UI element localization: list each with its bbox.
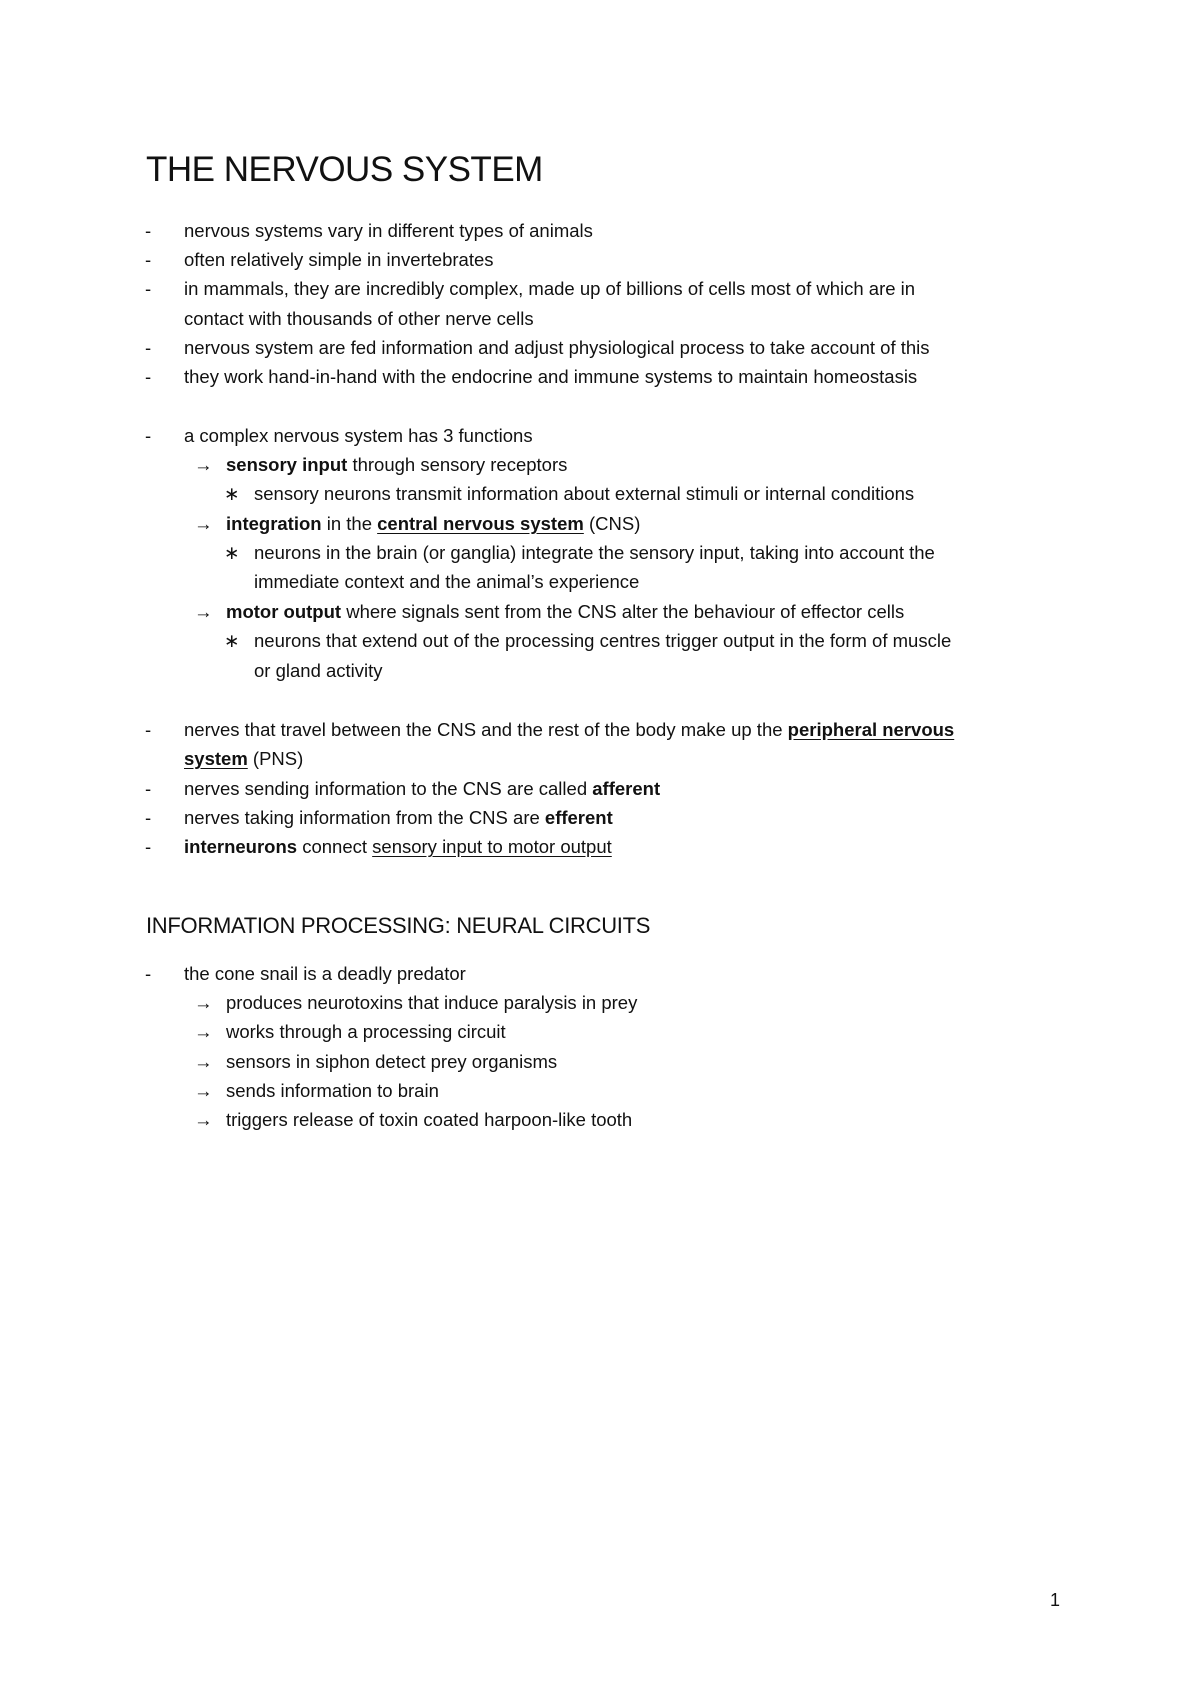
detail-item: ∗ neurons that extend out of the processing centres trigger output in the form of muscle	[254, 626, 951, 655]
sub-list-item: → motor output where signals sent from the CNS alter the behaviour of effector cells	[226, 597, 904, 626]
dash-bullet: -	[145, 836, 152, 857]
arrow-bullet: →	[194, 1080, 213, 1101]
page-title: THE NERVOUS SYSTEM	[146, 150, 543, 189]
star-bullet: ∗	[224, 542, 240, 563]
star-bullet: ∗	[224, 630, 240, 651]
arrow-bullet: →	[194, 1021, 213, 1042]
list-item: - nervous systems vary in different types of animals	[184, 216, 593, 245]
sub-list-item: → sends information to brain	[226, 1076, 439, 1105]
list-item: - often relatively simple in invertebrates	[184, 245, 494, 274]
list-item: - nerves taking information from the CNS are efferent	[184, 803, 613, 832]
term: sensory input	[226, 454, 348, 475]
list-item-continuation: contact with thousands of other nerve cells	[184, 308, 534, 329]
dash-bullet: -	[145, 278, 152, 299]
sub-list-item: → integration in the central nervous system (CNS)	[226, 509, 640, 538]
arrow-bullet: →	[194, 992, 213, 1013]
list-item: - nervous system are fed information and adjust physiological process to take account of this	[184, 333, 930, 362]
star-bullet: ∗	[224, 483, 240, 504]
arrow-bullet: →	[194, 601, 213, 622]
dash-bullet: -	[145, 220, 152, 241]
dash-bullet: -	[145, 963, 152, 984]
dash-bullet: -	[145, 778, 152, 799]
term: motor output	[226, 601, 342, 622]
detail-item: ∗ neurons in the brain (or ganglia) integrate the sensory input, taking into account the	[254, 538, 935, 567]
list-item: - nerves sending information to the CNS are called afferent	[184, 774, 660, 803]
dash-bullet: -	[145, 807, 152, 828]
arrow-bullet: →	[194, 513, 213, 534]
list-item: - interneurons connect sensory input to motor output	[184, 832, 612, 861]
arrow-bullet: →	[194, 454, 213, 475]
term: efferent	[544, 807, 613, 828]
sub-list-item: → works through a processing circuit	[226, 1017, 506, 1046]
list-item: - the cone snail is a deadly predator	[184, 959, 466, 988]
sub-list-item: → sensory input through sensory receptors	[226, 450, 567, 479]
term: integration	[226, 513, 322, 534]
sub-list-item: → triggers release of toxin coated harpoon-like tooth	[226, 1105, 632, 1134]
list-item: - a complex nervous system has 3 functions	[184, 421, 533, 450]
list-item: - nerves that travel between the CNS and the rest of the body make up the peripheral nervous	[184, 715, 954, 744]
term: afferent	[592, 778, 661, 799]
sub-list-item: → produces neurotoxins that induce paralysis in prey	[226, 988, 637, 1017]
section-heading: INFORMATION PROCESSING: NEURAL CIRCUITS	[146, 913, 651, 938]
term: interneurons	[184, 836, 298, 857]
list-item: - in mammals, they are incredibly complex, made up of billions of cells most of which are in	[184, 274, 915, 303]
arrow-bullet: →	[194, 1109, 213, 1130]
dash-bullet: -	[145, 249, 152, 270]
dash-bullet: -	[145, 719, 152, 740]
key-term: system	[184, 748, 248, 769]
list-item: - they work hand-in-hand with the endocrine and immune systems to maintain homeostasis	[184, 362, 917, 391]
detail-item: ∗ sensory neurons transmit information about external stimuli or internal conditions	[254, 479, 914, 508]
detail-continuation: or gland activity	[254, 660, 383, 681]
dash-bullet: -	[145, 337, 152, 358]
dash-bullet: -	[145, 366, 152, 387]
sub-list-item: → sensors in siphon detect prey organisms	[226, 1047, 557, 1076]
detail-continuation: immediate context and the animal’s experience	[254, 571, 640, 592]
dash-bullet: -	[145, 425, 152, 446]
key-term: central nervous system	[377, 513, 584, 534]
key-term: peripheral nervous	[787, 719, 955, 740]
arrow-bullet: →	[194, 1051, 213, 1072]
list-item-continuation: system (PNS)	[184, 748, 304, 769]
underlined-phrase: sensory input to motor output	[372, 836, 612, 857]
page-number: 1	[1050, 1590, 1061, 1610]
